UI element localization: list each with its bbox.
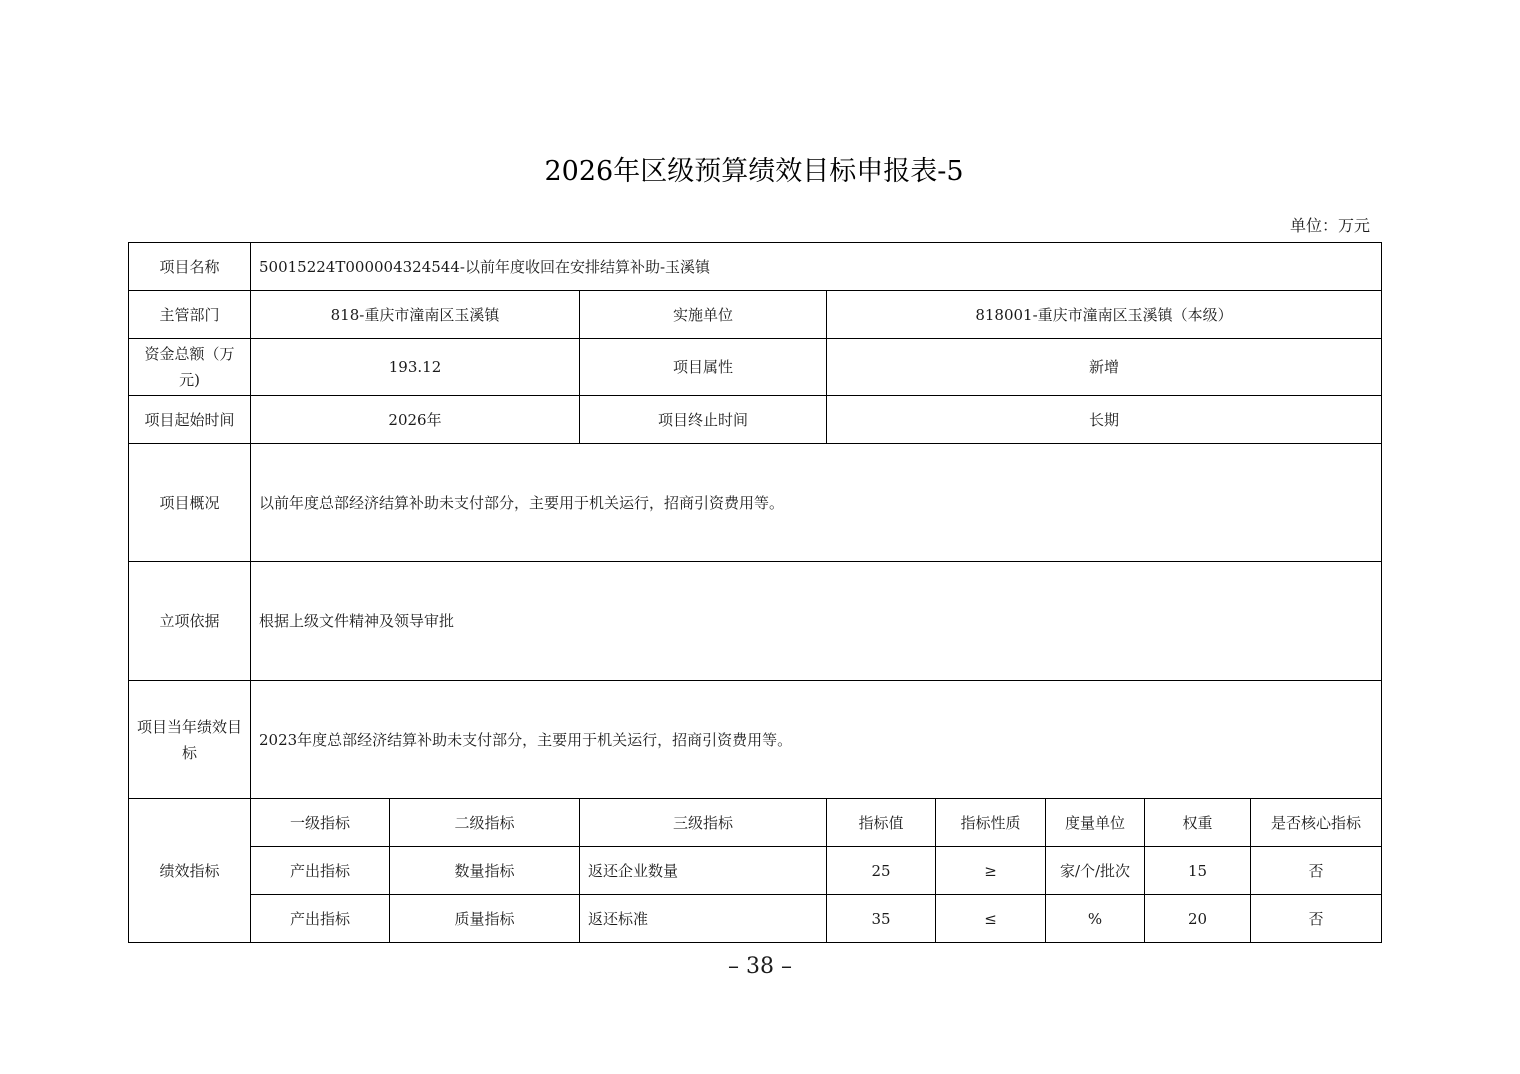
header-core: 是否核心指标 — [1251, 799, 1382, 847]
header-value: 指标值 — [827, 799, 936, 847]
implementing-unit-value: 818001-重庆市潼南区玉溪镇（本级） — [827, 291, 1382, 339]
unit-label: 单位：万元 — [1289, 216, 1370, 235]
header-unit: 度量单位 — [1046, 799, 1145, 847]
indicator-nature: ≥ — [936, 847, 1046, 895]
row-overview — [129, 444, 1382, 562]
project-overview-value: 以前年度总部经济结算补助未支付部分，主要用于机关运行，招商引资费用等。 — [251, 444, 1382, 562]
implementing-unit-label: 实施单位 — [580, 291, 827, 339]
header-level3: 三级指标 — [580, 799, 827, 847]
row-funds — [129, 339, 1382, 396]
header-nature: 指标性质 — [936, 799, 1046, 847]
indicator-level2: 质量指标 — [390, 895, 580, 943]
project-attribute-value: 新增 — [827, 339, 1382, 396]
indicator-value: 25 — [827, 847, 936, 895]
indicators-section-label: 绩效指标 — [129, 799, 251, 943]
document-title: 2026年区级预算绩效目标申报表-5 — [544, 156, 964, 187]
indicator-unit: 家/个/批次 — [1046, 847, 1145, 895]
indicator-value: 35 — [827, 895, 936, 943]
start-time-label: 项目起始时间 — [129, 396, 251, 444]
indicator-level3: 返还标准 — [580, 895, 827, 943]
row-annual-goal — [129, 681, 1382, 799]
total-funds-label: 资金总额（万元) — [129, 339, 251, 396]
row-department — [129, 291, 1382, 339]
end-time-value: 长期 — [827, 396, 1382, 444]
page-number: – 38 – — [728, 954, 792, 979]
indicator-level1: 产出指标 — [251, 895, 390, 943]
start-time-value: 2026年 — [251, 396, 580, 444]
total-funds-value: 193.12 — [251, 339, 580, 396]
header-level1: 一级指标 — [251, 799, 390, 847]
indicator-header-row — [129, 799, 1382, 847]
project-basis-label: 立项依据 — [129, 562, 251, 681]
row-project-name — [129, 243, 1382, 291]
row-period — [129, 396, 1382, 444]
department-value: 818-重庆市潼南区玉溪镇 — [251, 291, 580, 339]
project-attribute-label: 项目属性 — [580, 339, 827, 396]
header-level2: 二级指标 — [390, 799, 580, 847]
indicator-core: 否 — [1251, 895, 1382, 943]
indicator-level2: 数量指标 — [390, 847, 580, 895]
annual-goal-value: 2023年度总部经济结算补助未支付部分，主要用于机关运行，招商引资费用等。 — [251, 681, 1382, 799]
budget-performance-table — [128, 242, 1382, 943]
end-time-label: 项目终止时间 — [580, 396, 827, 444]
department-label: 主管部门 — [129, 291, 251, 339]
row-basis — [129, 562, 1382, 681]
indicator-weight: 20 — [1145, 895, 1251, 943]
indicator-core: 否 — [1251, 847, 1382, 895]
project-name-value: 50015224T000004324544-以前年度收回在安排结算补助-玉溪镇 — [251, 243, 1382, 291]
indicator-nature: ≤ — [936, 895, 1046, 943]
header-weight: 权重 — [1145, 799, 1251, 847]
annual-goal-label: 项目当年绩效目标 — [129, 681, 251, 799]
project-name-label: 项目名称 — [129, 243, 251, 291]
indicator-weight: 15 — [1145, 847, 1251, 895]
indicator-unit: % — [1046, 895, 1145, 943]
indicator-row — [129, 847, 1382, 895]
project-basis-value: 根据上级文件精神及领导审批 — [251, 562, 1382, 681]
project-overview-label: 项目概况 — [129, 444, 251, 562]
indicator-level3: 返还企业数量 — [580, 847, 827, 895]
indicator-row — [129, 895, 1382, 943]
indicator-level1: 产出指标 — [251, 847, 390, 895]
